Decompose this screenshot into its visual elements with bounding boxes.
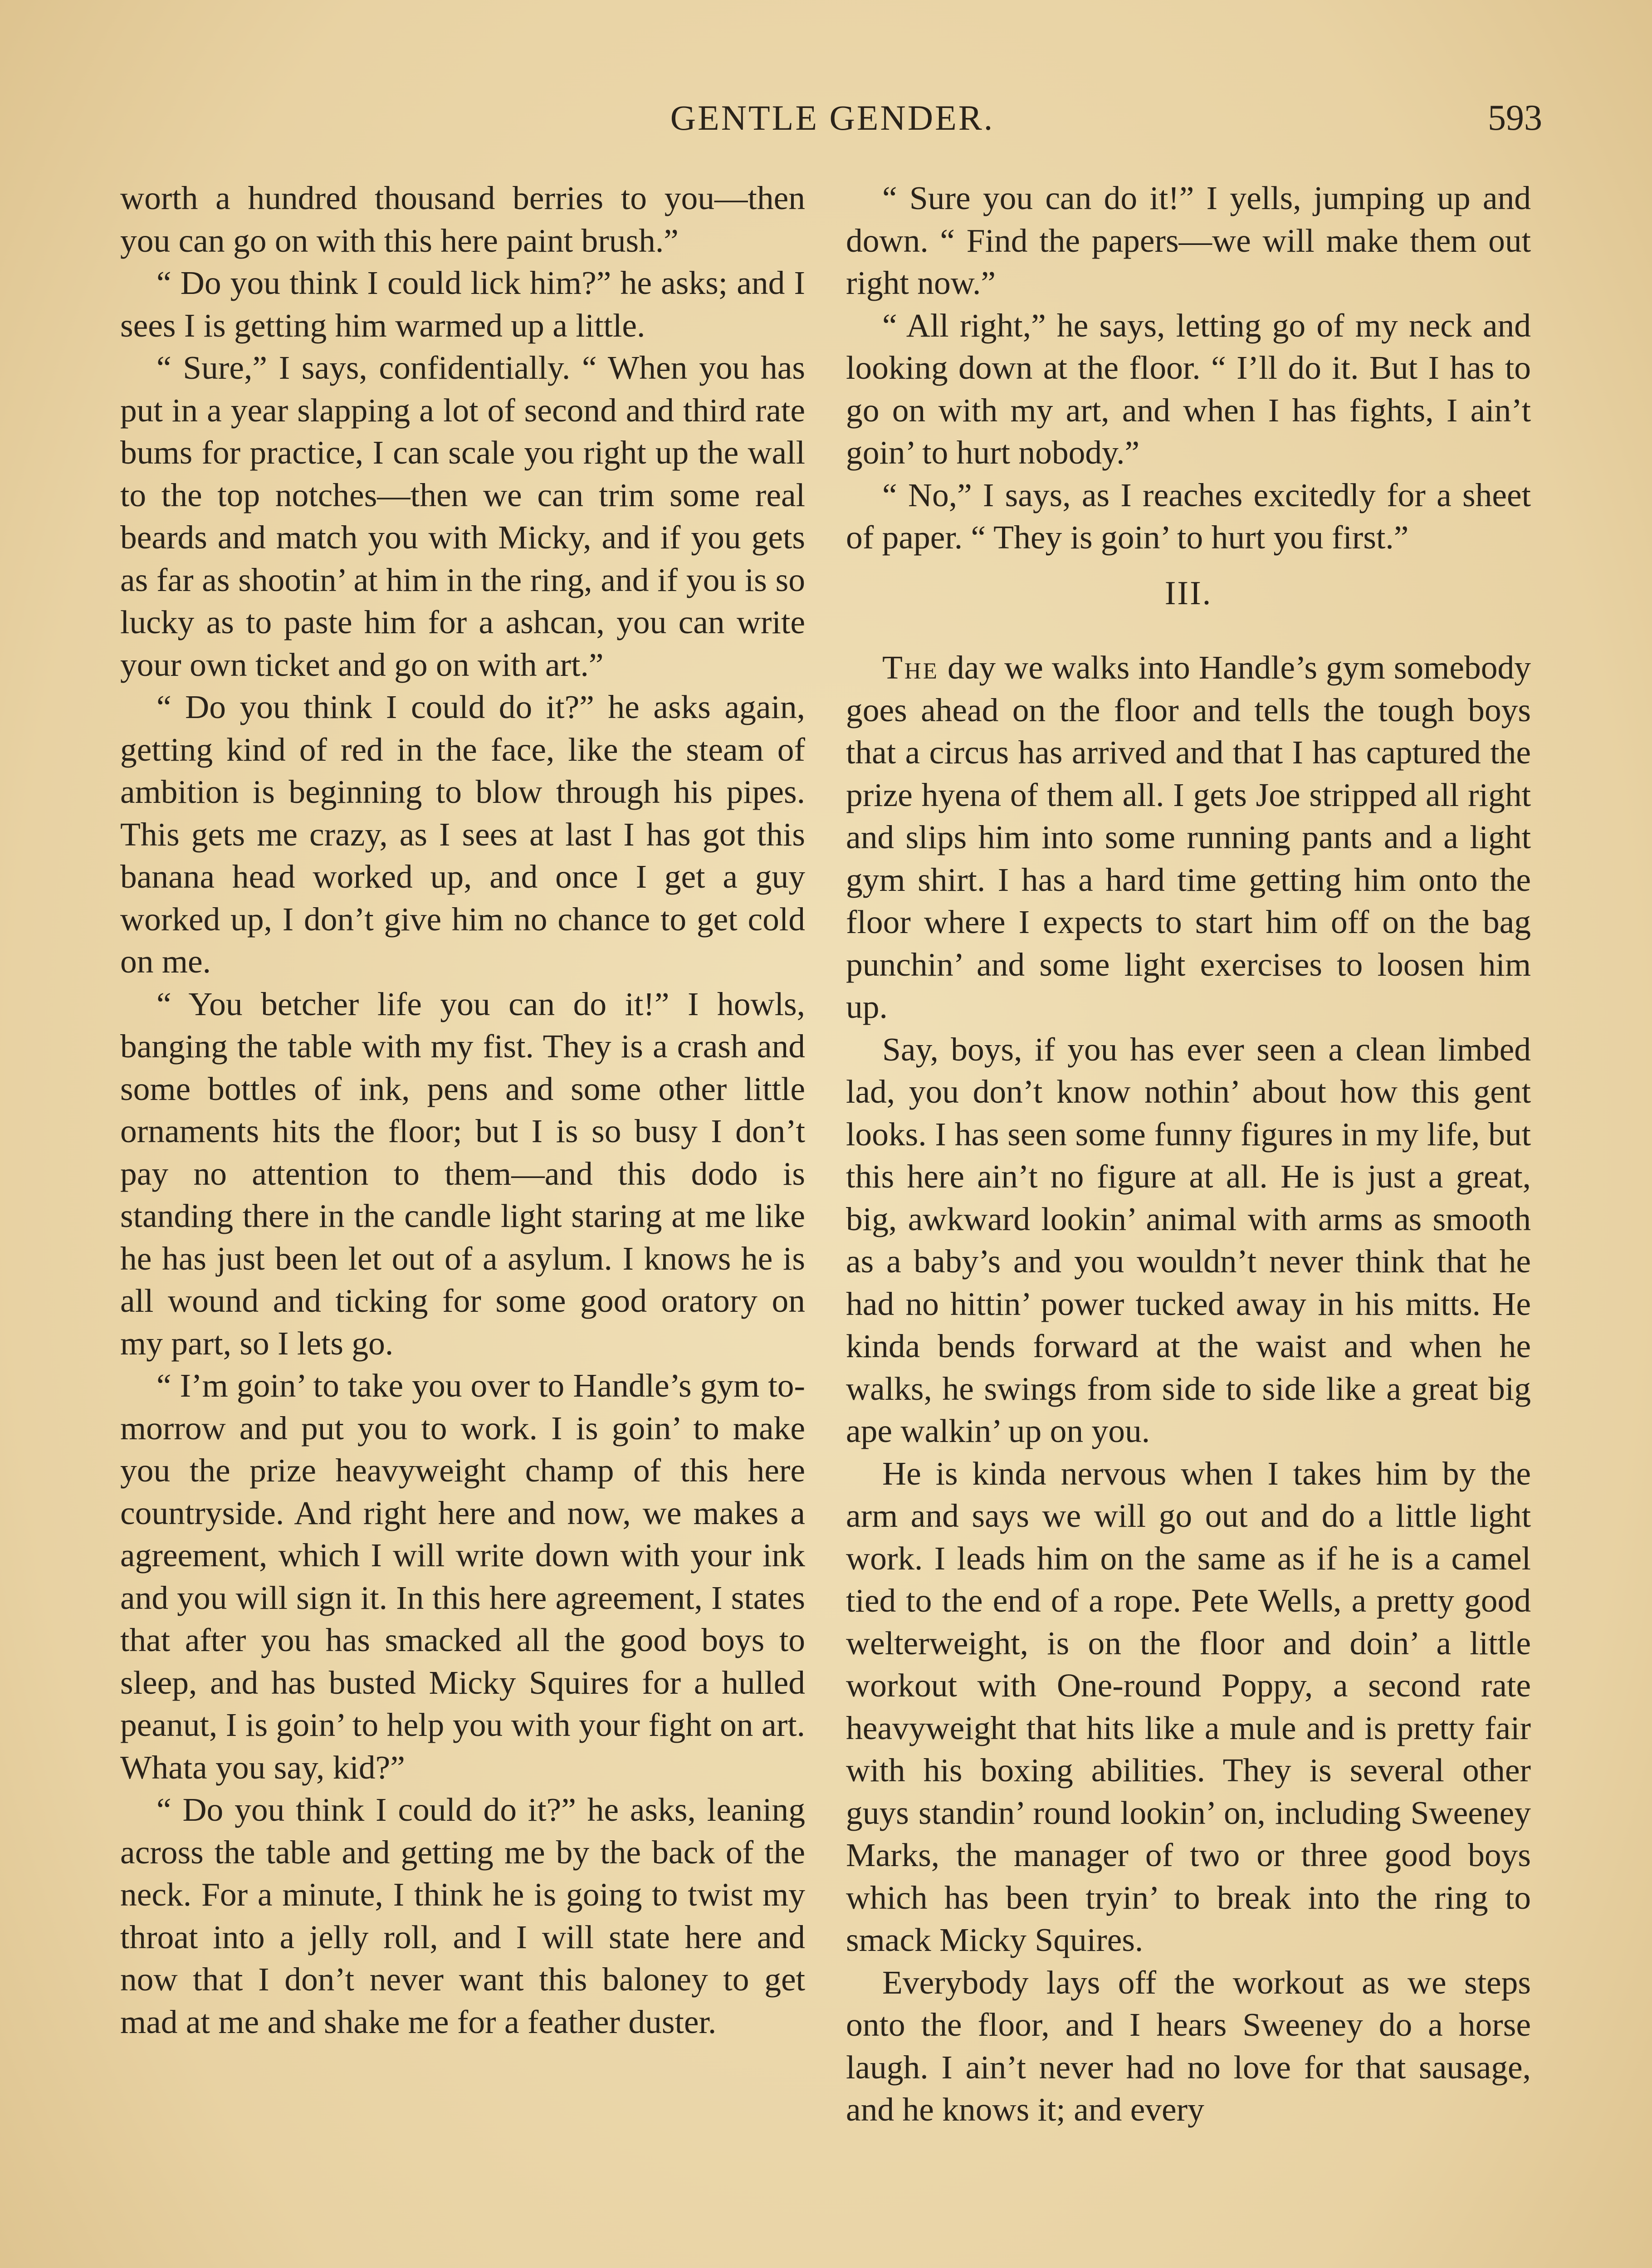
running-title: GENTLE GENDER. [670, 98, 995, 137]
paragraph: “ You betcher life you can do it!” I howls, banging the table with my fist. They is a crash and some bottles of ink, pens and some other little ornaments hits the floor; but I is so busy I don’t pay no attention to them—and this dodo is standing there in the candle light staring at me like he has just been let out of a asylum. I knows he is all wound and ticking for some good oratory on my part, so I lets go. [120, 985, 805, 1362]
right-column [846, 177, 1531, 2131]
paragraph: worth a hundred thousand berries to you—then you can go on with this here paint brush.” [120, 180, 805, 259]
paragraph: “ Do you think I could do it?” he asks, leaning across the table and getting me by the back of the neck. For a minute, I think he is going to twist my throat into a jelly roll, and I will state here and now that I don’t never want this baloney to get mad at me and shake me for a feather duster. [120, 1791, 805, 2040]
left-column [120, 177, 805, 2043]
page-header [122, 98, 1542, 147]
paragraph: Say, boys, if you has ever seen a clean limbed lad, you don’t know nothin’ about how this gent looks. I has seen some funny figures in my life, but this here ain’t no figure at all. He is just a great, big, awkward lookin’ animal with arms as smooth as a baby’s and you wouldn’t never think that he had no hittin’ power tucked away in his mitts. He kinda bends forward at the waist and when he walks, he swings from side to side like a great big ape walkin’ up on you. [846, 1031, 1531, 1449]
page-number: 593 [1488, 98, 1542, 138]
paragraph: “ I’m goin’ to take you over to Handle’s gym to-morrow and put you to work. I is goin’ to make you the prize heavyweight champ of this here countryside. And right here and now, we makes a agreement, which I will write down with your ink and you will sign it. In this here agreement, I states that after you has smacked all the good boys to sleep, and has busted Micky Squires for a hulled peanut, I is goin’ to help you with your fight on art. Whata you say, kid?” [120, 1367, 805, 1786]
paragraph: “ Sure you can do it!” I yells, jumping up and down. “ Find the papers—we will make them out right now.” [846, 180, 1531, 301]
paragraph: “ No,” I says, as I reaches excitedly for a sheet of paper. “ They is goin’ to hurt you first.” [846, 476, 1531, 556]
paragraph: “ Sure,” I says, confidentially. “ When you has put in a year slapping a lot of second and third rate bums for practice, I can scale you right up the wall to the top notches—then we can trim some real beards and match you with Micky, and if you gets as far as shootin’ at him in the ring, and if you is so lucky as to paste him for a ashcan, you can write your own ticket and go on with art.” [120, 349, 805, 683]
paragraph: Everybody lays off the workout as we steps onto the floor, and I hears Sweeney do a horse laugh. I ain’t never had no love for that sausage, and he knows it; and every [846, 1964, 1531, 2128]
paragraph: “ Do you think I could do it?” he asks again, getting kind of red in the face, like the steam of ambition is beginning to blow through his pipes. This gets me crazy, as I sees at last I has got this banana head worked up, and once I get a guy worked up, I don’t give him no chance to get cold on me. [120, 689, 805, 980]
paragraph-text: day we walks into Handle’s gym somebody goes ahead on the floor and tells the tough boys that a circus has arrived and that I has captured the prize hyena of them all. I gets Joe stripped all right and slips him into some running pants and a light gym shirt. I has a hard time getting him onto the floor where I expects to start him off on the bag punchin’ and some light exercises to loosen him up. [846, 649, 1531, 1025]
paragraph: “ All right,” he says, letting go of my neck and looking down at the floor. “ I’ll do it. But I has to go on with my art, and when I has fights, I ain’t goin’ to hurt nobody.” [846, 307, 1531, 471]
section-opening-word: The [882, 649, 939, 686]
section-number: III. [1164, 574, 1212, 612]
paragraph: “ Do you think I could lick him?” he asks; and I sees I is getting him warmed up a little. [120, 264, 805, 344]
section-first-paragraph [846, 646, 1531, 1028]
paragraph: He is kinda nervous when I takes him by the arm and says we will go out and do a little light work. I leads him on the same as if he is a camel tied to the end of a rope. Pete Wells, a pretty good welterweight, is on the floor and doin’ a little workout with One-round Poppy, a second rate heavyweight that hits like a mule and is pretty fair with his boxing abilities. They is several other guys standin’ round lookin’ on, including Sweeney Marks, the manager of two or three good boys which has been tryin’ to break into the ring to smack Micky Squires. [846, 1455, 1531, 1958]
